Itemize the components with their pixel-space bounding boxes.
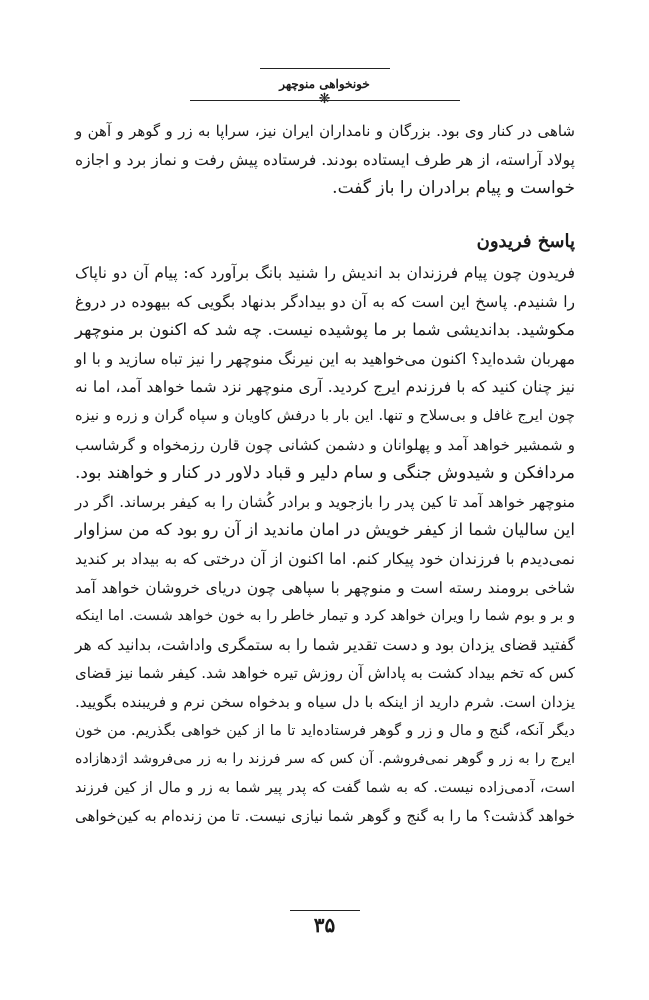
paragraph-2 — [75, 259, 575, 831]
text-line: نمی‌دیدم با فرزندان خود پیکار کنم. اما اکنون از آن درختی که به بیداد بر کندید — [75, 549, 575, 568]
section-heading: پاسخ فریدون — [476, 231, 575, 252]
asterisk-ornament-icon: ❋ — [318, 91, 331, 107]
text-line: است، آدمی‌زاده نیست. که به شما گفت که پدر پیر شما به زر و مال از کین فرزند — [75, 779, 575, 796]
text-line: خواست و پیام برادران را باز گفت. — [332, 178, 575, 199]
text-line: یزدان است. شرم دارید از اینکه با دل سیاه و بدخواه سخن نرم و فریبنده بگویید. — [75, 692, 575, 711]
text-line: مکوشید. بداندیشی شما بر ما پوشیده نیست. چه شد که اکنون بر منوچهر — [75, 320, 575, 340]
text-line: منوچهر خواهد آمد تا کین پدر را بازجوید و برادر کُشان را به کیفر برساند. اگر در — [75, 492, 575, 511]
text-line: را شنیدم. پاسخ این است که به آن دو بیدادگر بدنهاد بگویی که بیهوده در دروغ — [75, 292, 575, 311]
paragraph-1 — [75, 117, 575, 203]
page-header — [0, 40, 649, 120]
text-line: پولاد آراسته، از هر طرف ایستاده بودند. فرستاده پیش رفت و نماز برد و اجازه — [75, 150, 575, 169]
text-line: گفتید قضای یزدان بود و دست تقدیر شما را به ستمگری واداشت، بدانید که هر — [75, 635, 575, 654]
footer-rule — [290, 910, 360, 911]
text-line: ایرج را به زر و گوهر نمی‌فروشم. آن کس که سر فرزند را به زر می‌فروشد اژدهازاده — [75, 751, 575, 768]
header-rule-top — [260, 68, 390, 69]
header-rule-bottom — [190, 100, 460, 101]
page-number: ۳۵ — [313, 913, 336, 937]
text-line: این سالیان شما از کیفر خویش در امان ماندید از آن رو بود که من سزاوار — [74, 520, 575, 540]
text-line: شاخی برومند رسته است و منوچهر با سپاهی چون دریای خروشان خواهد آمد — [75, 578, 575, 597]
text-line: نیز چنان کنید که با فرزندم ایرج کردید. آری منوچهر نزد شما خواهد آمد، اما نه — [75, 378, 575, 397]
text-line: چون ایرج غافل و بی‌سلاح و تنها. این بار با درفش کاویان و سپاه گران و زره و نیزه — [75, 407, 575, 424]
text-line: و شمشیر خواهد آمد و پهلوانان و دشمن کشانی چون قارن رزمخواه و گرشاسب — [75, 435, 575, 454]
text-line: مردافکن و شیدوش جنگی و سام دلیر و قباد دلاور در کنار و خواهند بود. — [75, 463, 575, 484]
text-line: کس که تخم بیداد کشت به پاداش آن روزش تیره خواهد شد. کیفر شما نیز قضای — [75, 664, 575, 683]
running-title: خونخواهی منوچهر — [279, 77, 370, 91]
text-line: دیگر آنکه، گنج و مال و زر و گوهر فرستاده‌اید تا ما از کین خواهی بگذریم. من خون — [75, 722, 575, 739]
text-line: و بر و بوم شما را ویران خواهد کرد و تیمار خاطر را به خون خواهد شست. اما اینکه — [75, 608, 575, 625]
text-line: مهربان شده‌اید؟ اکنون می‌خواهید به این نیرنگ منوچهر را نیز تباه سازید و با او — [75, 349, 575, 368]
text-line: شاهی در کنار وی بود. بزرگان و نامداران ایران نیز، سراپا به زر و گوهر و آهن و — [75, 122, 575, 140]
text-line: فریدون چون پیام فرزندان بد اندیش را شنید بانگ برآورد که: پیام آن دو ناپاک — [75, 264, 575, 282]
text-line: خواهد گذشت؟ ما را به گنج و گوهر شما نیازی نیست. تا من زنده‌ام به کین‌خواهی — [74, 807, 575, 826]
